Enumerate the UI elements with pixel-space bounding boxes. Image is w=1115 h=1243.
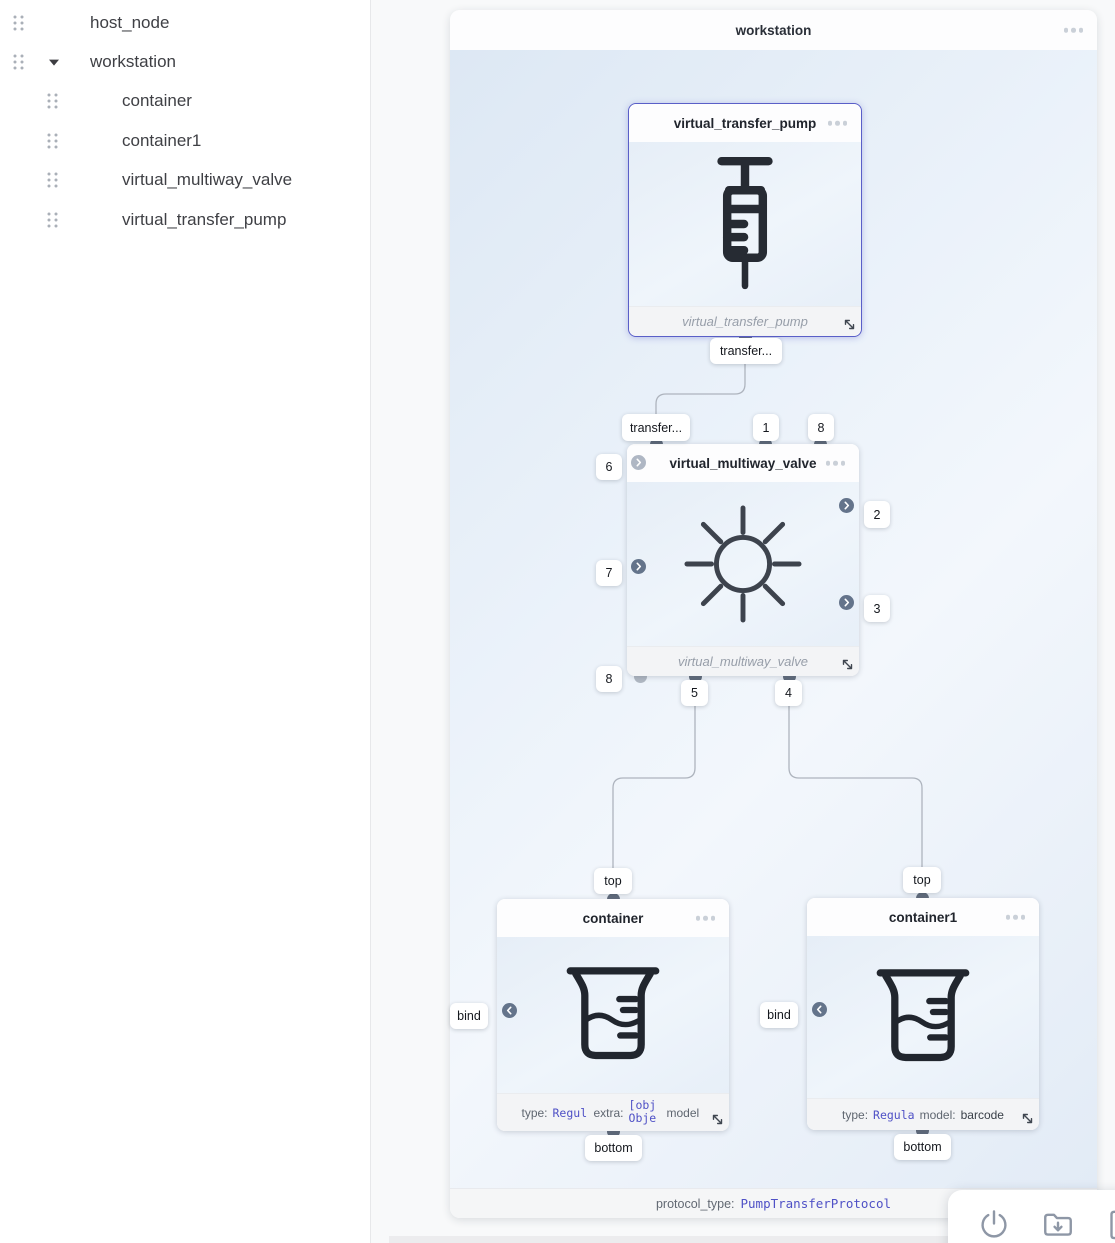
tree-item-label: container1 xyxy=(122,130,202,150)
node-header[interactable] xyxy=(807,898,1039,936)
caret-down-icon[interactable] xyxy=(49,60,59,66)
folder-download-icon[interactable] xyxy=(1040,1207,1076,1243)
port-label-valve-5: 5 xyxy=(681,680,708,706)
ellipsis-menu-icon[interactable] xyxy=(696,916,716,921)
node-virtual-multiway-valve[interactable] xyxy=(627,444,859,676)
sidebar xyxy=(0,0,371,1243)
beaker-icon xyxy=(873,963,973,1071)
port-arrow-valve-7[interactable] xyxy=(631,559,646,574)
power-icon[interactable] xyxy=(976,1207,1012,1243)
tree-item-label: virtual_transfer_pump xyxy=(122,209,287,229)
flow-canvas[interactable] xyxy=(371,0,1115,1243)
edge-valve5-to-container xyxy=(613,678,695,897)
port-label-valve-8-bottom: 8 xyxy=(596,666,622,692)
field-type-value: Regula xyxy=(873,1107,915,1122)
port-label-container-bind: bind xyxy=(450,1003,488,1029)
port-label-valve-transfer: transfer... xyxy=(622,414,690,441)
resize-handle-icon[interactable] xyxy=(1021,1112,1034,1125)
port-label-valve-1: 1 xyxy=(753,414,779,441)
resize-handle-icon[interactable] xyxy=(841,658,854,671)
field-model-label: model xyxy=(666,1105,700,1120)
node-body xyxy=(629,142,861,306)
port-label-valve-6: 6 xyxy=(596,454,622,480)
sidebar-item-virtual-transfer-pump[interactable] xyxy=(0,200,370,239)
field-extra-value: [obj Obje xyxy=(628,1098,657,1125)
syringe-icon xyxy=(693,149,797,299)
tree-item-label: container xyxy=(122,91,192,111)
tree-item-label: virtual_multiway_valve xyxy=(122,170,293,190)
node-container1[interactable] xyxy=(807,898,1039,1130)
group-title: workstation xyxy=(735,22,812,38)
field-type-value: Regul xyxy=(552,1105,588,1120)
port-label-valve-7: 7 xyxy=(596,560,622,586)
field-extra-label: extra: xyxy=(593,1105,624,1120)
port-label-container-bottom: bottom xyxy=(585,1135,642,1161)
node-title: virtual_transfer_pump xyxy=(673,115,817,131)
valve-icon xyxy=(684,505,802,623)
node-title: container xyxy=(582,910,644,926)
sidebar-item-virtual-multiway-valve[interactable] xyxy=(0,161,370,200)
protocol-type-value: PumpTransferProtocol xyxy=(740,1196,892,1211)
node-footer xyxy=(629,306,861,336)
sidebar-item-container[interactable] xyxy=(0,82,370,121)
port-arrow-valve-6[interactable] xyxy=(631,455,646,470)
node-virtual-transfer-pump[interactable] xyxy=(628,103,862,337)
node-footer xyxy=(807,1098,1039,1130)
ellipsis-menu-icon[interactable] xyxy=(826,461,846,466)
port-label-container1-bottom: bottom xyxy=(894,1134,951,1160)
tree-item-label: host_node xyxy=(90,12,170,32)
node-header[interactable] xyxy=(627,444,859,482)
field-type-label: type: xyxy=(521,1105,548,1120)
field-type-label: type: xyxy=(842,1107,869,1122)
port-label-container-top: top xyxy=(594,868,632,894)
node-title: container1 xyxy=(888,909,958,925)
canvas-toolbar xyxy=(948,1190,1115,1243)
node-body xyxy=(807,936,1039,1098)
node-body xyxy=(497,937,729,1093)
node-body xyxy=(627,482,859,646)
tree-item-label: workstation xyxy=(90,52,176,72)
field-model-label: model: xyxy=(919,1107,956,1122)
sidebar-item-container1[interactable] xyxy=(0,121,370,160)
port-arrow-container-bind[interactable] xyxy=(502,1003,517,1018)
drag-handle-icon[interactable] xyxy=(46,132,59,149)
port-label-container1-bind: bind xyxy=(760,1002,798,1028)
drag-handle-icon[interactable] xyxy=(12,14,25,31)
drag-handle-icon[interactable] xyxy=(46,211,59,228)
drag-handle-icon[interactable] xyxy=(46,93,59,110)
node-footer xyxy=(497,1093,729,1131)
node-container[interactable] xyxy=(497,899,729,1131)
node-caption: virtual_transfer_pump xyxy=(682,314,808,329)
ellipsis-menu-icon[interactable] xyxy=(1006,915,1026,920)
node-header[interactable] xyxy=(629,104,861,142)
drag-handle-icon[interactable] xyxy=(12,54,25,71)
port-label-pump-transfer: transfer... xyxy=(710,338,782,364)
resize-handle-icon[interactable] xyxy=(711,1113,724,1126)
port-label-valve-3: 3 xyxy=(864,595,890,622)
node-caption: virtual_multiway_valve xyxy=(677,654,809,669)
ellipsis-menu-icon[interactable] xyxy=(828,121,848,126)
port-label-container1-top: top xyxy=(903,867,941,893)
node-footer xyxy=(627,646,859,676)
resize-handle-icon[interactable] xyxy=(843,318,856,331)
beaker-icon xyxy=(563,961,663,1069)
node-header[interactable] xyxy=(497,899,729,937)
port-label-valve-8-top: 8 xyxy=(808,414,834,441)
field-model-value: barcode xyxy=(960,1107,1004,1122)
port-arrow-valve-2[interactable] xyxy=(839,498,854,513)
edge-valve4-to-container1 xyxy=(789,678,922,896)
port-label-valve-4: 4 xyxy=(775,680,802,706)
sidebar-item-workstation[interactable] xyxy=(0,42,370,81)
sidebar-item-host-node[interactable] xyxy=(0,3,370,42)
node-title: virtual_multiway_valve xyxy=(669,455,817,471)
port-label-valve-2: 2 xyxy=(864,501,890,528)
drag-handle-icon[interactable] xyxy=(46,172,59,189)
port-arrow-valve-3[interactable] xyxy=(839,595,854,610)
port-arrow-container1-bind[interactable] xyxy=(812,1002,827,1017)
protocol-type-label: protocol_type: xyxy=(655,1196,735,1211)
file-icon[interactable] xyxy=(1104,1207,1115,1243)
